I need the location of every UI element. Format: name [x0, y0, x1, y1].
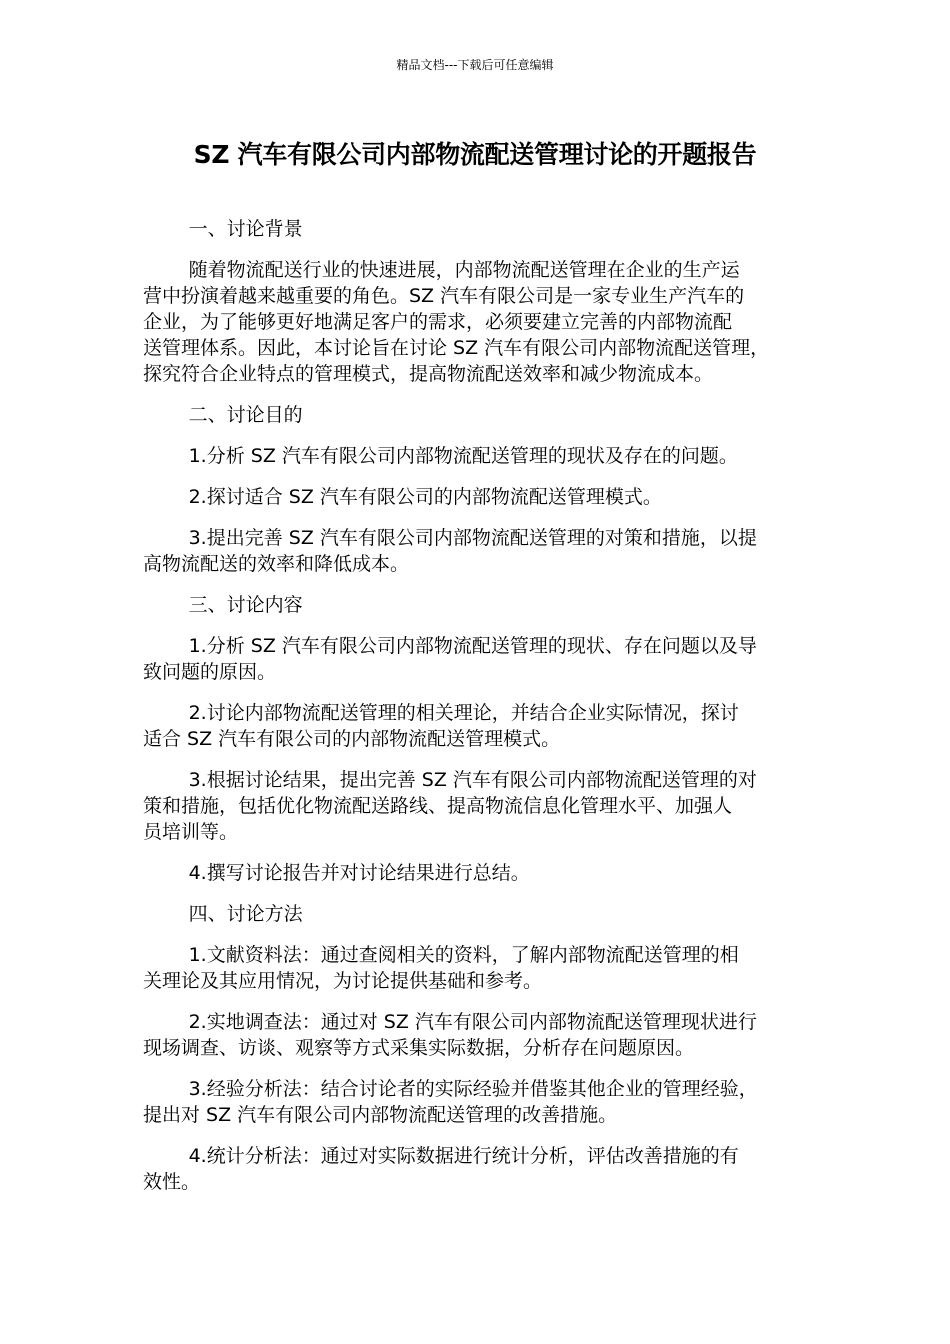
- paragraph: [143, 1076, 808, 1128]
- text-line: 随着物流配送行业的快速进展，内部物流配送管理在企业的生产运: [188, 259, 740, 281]
- text-line: 企业，为了能够更好地满足客户的需求，必须要建立完善的内部物流配: [143, 311, 733, 333]
- text-line: 策和措施，包括优化物流配送路线、提高物流信息化管理水平、加强人: [143, 795, 733, 817]
- paragraph: [143, 860, 808, 886]
- paragraph: [143, 1143, 808, 1195]
- text-line: 二、讨论目的: [188, 404, 303, 426]
- paragraph: [143, 484, 808, 510]
- paragraph: [143, 767, 808, 845]
- section-heading: [143, 901, 808, 927]
- text-line: 营中扮演着越来越重要的角色。SZ 汽车有限公司是一家专业生产汽车的: [143, 285, 745, 307]
- text-line: 探究符合企业特点的管理模式，提高物流配送效率和减少物流成本。: [143, 363, 714, 385]
- paragraph: [143, 633, 808, 685]
- text-line: 3.根据讨论结果，提出完善 SZ 汽车有限公司内部物流配送管理的对: [188, 769, 757, 791]
- text-line: 适合 SZ 汽车有限公司的内部物流配送管理模式。: [143, 728, 561, 750]
- text-line: 送管理体系。因此，本讨论旨在讨论 SZ 汽车有限公司内部物流配送管理，: [143, 337, 770, 359]
- text-line: 2.实地调查法：通过对 SZ 汽车有限公司内部物流配送管理现状进行: [188, 1011, 757, 1033]
- text-line: 四、讨论方法: [188, 903, 303, 925]
- text-line: 员培训等。: [143, 821, 239, 843]
- paragraph: [143, 443, 808, 469]
- text-line: 1.分析 SZ 汽车有限公司内部物流配送管理的现状、存在问题以及导: [188, 635, 757, 657]
- page-header: 精品文档---下载后可任意编辑: [396, 58, 554, 72]
- text-line: 一、讨论背景: [188, 218, 303, 240]
- text-line: 1.文献资料法：通过查阅相关的资料，了解内部物流配送管理的相: [188, 944, 739, 966]
- document-body: [143, 216, 808, 1210]
- text-line: 1.分析 SZ 汽车有限公司内部物流配送管理的现状及存在的问题。: [188, 445, 738, 467]
- paragraph: [143, 257, 808, 387]
- section-heading: [143, 592, 808, 618]
- text-line: 现场调查、访谈、观察等方式采集实际数据，分析存在问题原因。: [143, 1037, 695, 1059]
- text-line: 3.经验分析法：结合讨论者的实际经验并借鉴其他企业的管理经验，: [188, 1078, 758, 1100]
- text-line: 效性。: [143, 1171, 201, 1193]
- document-title: SZ 汽车有限公司内部物流配送管理讨论的开题报告: [193, 140, 757, 169]
- text-line: 三、讨论内容: [188, 594, 303, 616]
- paragraph: [143, 1009, 808, 1061]
- text-line: 2.探讨适合 SZ 汽车有限公司的内部物流配送管理模式。: [188, 486, 662, 508]
- text-line: 高物流配送的效率和降低成本。: [143, 553, 410, 575]
- text-line: 3.提出完善 SZ 汽车有限公司内部物流配送管理的对策和措施，以提: [188, 527, 757, 549]
- paragraph: [143, 700, 808, 752]
- text-line: 提出对 SZ 汽车有限公司内部物流配送管理的改善措施。: [143, 1104, 618, 1126]
- text-line: 2.讨论内部物流配送管理的相关理论，并结合企业实际情况，探讨: [188, 702, 739, 724]
- text-line: 致问题的原因。: [143, 661, 277, 683]
- section-heading: [143, 402, 808, 428]
- paragraph: [143, 942, 808, 994]
- paragraph: [143, 525, 808, 577]
- text-line: 4.统计分析法：通过对实际数据进行统计分析，评估改善措施的有: [188, 1145, 739, 1167]
- text-line: 4.撰写讨论报告并对讨论结果进行总结。: [188, 862, 530, 884]
- text-line: 关理论及其应用情况，为讨论提供基础和参考。: [143, 970, 543, 992]
- section-heading: [143, 216, 808, 242]
